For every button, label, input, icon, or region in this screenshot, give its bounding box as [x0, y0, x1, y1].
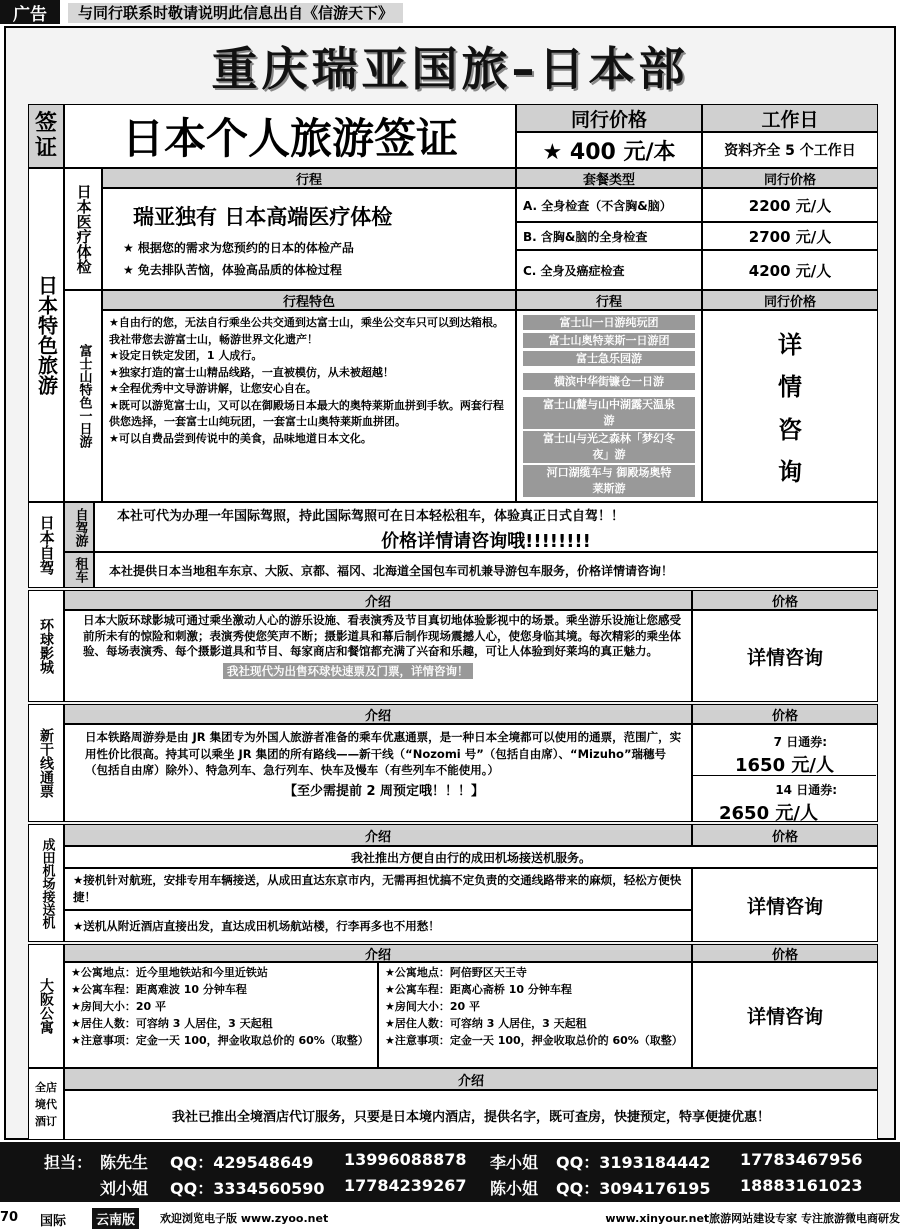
hotel-side-label: 全店境代酒订 [28, 1068, 64, 1140]
narita-price-header: 价格 [692, 824, 878, 846]
usj-content [64, 610, 692, 702]
page-footer [0, 1206, 900, 1230]
medical-bullet: ★ 免去排队苦恼，体验高品质的体检过程 [123, 263, 342, 277]
narita-side-label: 成田机场接送机 [28, 824, 64, 942]
fuji-feature: ★设定日铁定发团，1 人成行。 [109, 349, 263, 362]
medical-package-a: A. 全身检查（不含胸&脑） [516, 188, 702, 222]
jr-pass14-label: 14 日通券: [775, 783, 837, 797]
medical-itinerary-header: 行程 [102, 168, 516, 188]
fuji-price [702, 310, 878, 502]
osaka-price-header: 价格 [692, 944, 878, 962]
contact-name: 陈小姐 [490, 1179, 539, 1198]
medical-package-c: C. 全身及癌症检查 [516, 250, 702, 290]
narita-price: 详情咨询 [692, 868, 878, 942]
medical-bullet: ★ 根据您的需求为您预约的日本的体检产品 [123, 241, 354, 255]
fuji-price-char: 咨 [778, 415, 802, 444]
fuji-price-char: 详 [778, 330, 802, 359]
medical-bullets [103, 231, 515, 281]
contact-label: 担当： [44, 1153, 93, 1172]
fuji-label: 富士山特色一日游 [64, 290, 102, 502]
osaka-apartment-right [378, 962, 692, 1068]
fuji-features-header: 行程特色 [102, 290, 516, 310]
self-drive-price: 价格详情请咨询哦!!!!!!!! [381, 531, 591, 552]
narita-subtitle: 我社推出方便自由行的成田机场接送机服务。 [64, 846, 878, 868]
osaka-detail: ★公寓车程：距离心斋桥 10 分钟车程 [385, 983, 572, 996]
special-side-label: 日本特色旅游 [28, 168, 64, 502]
usj-price: 详情咨询 [692, 610, 878, 702]
usj-note: 我社现代为出售环球快速票及门票，详情咨询！ [223, 663, 473, 679]
jr-prices [692, 724, 878, 822]
fuji-price-char: 询 [778, 458, 802, 487]
fuji-feature: ★全程优秀中文导游讲解，让您安心自在。 [109, 382, 317, 395]
narita-pickup: ★接机针对航班，安排专用车辆接送，从成田直达东京市内，无需再担忧搞不定负责的交通线路带来的麻烦，轻松方便快捷！ [64, 868, 692, 910]
fuji-tour-list [516, 310, 702, 502]
fuji-feature: ★可以自费品尝到传说中的美食，品味地道日本文化。 [109, 431, 372, 445]
fuji-features [102, 310, 516, 502]
contact-name: 刘小姐 [100, 1179, 149, 1198]
osaka-detail: ★房间大小：20 平 [71, 1000, 166, 1013]
visa-workday-header: 工作日 [702, 104, 878, 132]
contact-phone: 13996088878 [344, 1150, 467, 1169]
visa-title: 日本个人旅游签证 [64, 104, 516, 168]
source-note: 与同行联系时敬请说明此信息出自《信游天下》 [68, 3, 403, 23]
contact-qq: QQ：3334560590 [170, 1179, 325, 1198]
self-drive-content [94, 502, 878, 552]
contact-phone: 18883161023 [740, 1176, 863, 1195]
contact-phone: 17784239267 [344, 1176, 467, 1195]
narita-intro-header: 介绍 [64, 824, 692, 846]
page-number: 70 [0, 1210, 19, 1225]
jr-price-header: 价格 [692, 704, 878, 724]
contact-name: 李小姐 [490, 1153, 539, 1172]
usj-text: 日本大阪环球影城可通过乘坐激动人心的游乐设施、看表演秀及节目真切地体验影视中的场景。乘坐游乐设施让您感受前所未有的惊险和刺激；表演秀使您笑声不断；摄影道具和幕后制作现场震撼人心，使您身临其境。每次精彩的乘坐体验、每场表演秀、每个摄影道具和节目、每家商店和餐馆都充满了兴奋和乐趣，可让人体验到好莱坞的真正魅力。 [83, 613, 681, 658]
jr-intro-header: 介绍 [64, 704, 692, 724]
medical-package-header: 套餐类型 [516, 168, 702, 188]
jr-side-label: 新干线通票 [28, 704, 64, 822]
medical-price-c: 4200 元/人 [702, 250, 878, 290]
fuji-itinerary-header: 行程 [516, 290, 702, 310]
fuji-tour-item: 富士急乐园游 [523, 351, 695, 366]
contact-qq: QQ：429548649 [170, 1153, 314, 1172]
self-drive-label: 自驾游 [64, 502, 94, 552]
osaka-intro-header: 介绍 [64, 944, 692, 962]
visa-workday: 资料齐全 5 个工作日 [702, 132, 878, 168]
osaka-detail: ★注意事项：定金一天 100，押金收取总价的 60%（取整） [71, 1034, 369, 1047]
osaka-apartment-left [64, 962, 378, 1068]
jr-note: 【至少需提前 2 周预定哦！！！】 [283, 783, 485, 799]
jr-content [64, 724, 692, 822]
page-title: 重庆瑞亚国旅–日本部 [211, 42, 689, 96]
medical-price-b: 2700 元/人 [702, 222, 878, 250]
fuji-feature: ★自由行的您，无法自行乘坐公共交通到达富士山，乘坐公交车只可以到达箱根。我社带您去游富士山，畅游世界文化遗产！ [109, 316, 504, 346]
fuji-feature: ★既可以游览富士山，又可以在御殿场日本最大的奥特莱斯血拼到手软。两套行程供您选择，一套富士山纯玩团，一套富士山奥特莱斯血拼团。 [109, 398, 504, 428]
hotel-intro-header: 介绍 [64, 1068, 878, 1090]
osaka-detail: ★公寓车程：距离难波 10 分钟车程 [71, 983, 247, 996]
rent-car-text: 本社提供日本当地租车东京、大阪、京都、福冈、北海道全国包车司机兼导游包车服务，价格详情请咨询！ [94, 552, 878, 588]
fuji-tour-item: 河口湖缆车与 御殿场奥特莱斯游 [523, 465, 695, 497]
medical-label: 日本医疗体检 [64, 168, 102, 290]
contact-qq: QQ：3193184442 [556, 1153, 711, 1172]
fuji-tour-item: 富士山一日游纯玩团 [523, 315, 695, 330]
medical-price-header: 同行价格 [702, 168, 878, 188]
jr-pass14-price: 2650 元/人 [719, 803, 818, 824]
osaka-detail: ★公寓地点：阿倍野区天王寺 [385, 966, 527, 979]
contact-qq: QQ：3094176195 [556, 1179, 711, 1198]
usj-side-label: 环球影城 [28, 590, 64, 702]
website-link[interactable]: www.xinyour.net旅游网站建设专家 专注旅游微电商研发 [605, 1212, 900, 1225]
medical-price-a: 2200 元/人 [702, 188, 878, 222]
ad-label: 广告 [0, 0, 60, 24]
rent-car-label: 租车 [64, 552, 94, 588]
fuji-tour-item: 富士山奥特莱斯一日游团 [523, 333, 695, 348]
fuji-feature: ★独家打造的富士山精品线路，一直被模仿，从未被超越！ [109, 365, 394, 379]
fuji-tour-item: 富士山麓与山中湖露天温泉游 [523, 397, 695, 429]
region-edition: 云南版 [92, 1208, 139, 1229]
jr-text: 日本铁路周游券是由 JR 集团专为外国人旅游者准备的乘车优惠通票，是一种日本全境都可以使用的通票，范围广，实用性价比很高。持其可以乘坐 JR 集团的所有路线——新干线（“Nozomi 号”（包括自由席）、“Mizuho”瑞穗号（包括自由席）除外）、特急列车、急行列车、快车及慢车（有些列车不能使用。） [85, 730, 682, 777]
osaka-detail: ★居住人数：可容纳 3 人居住，3 天起租 [385, 1017, 587, 1030]
usj-price-header: 价格 [692, 590, 878, 610]
visa-price: ★ 400 元/本 [516, 132, 702, 168]
medical-package-b: B. 含胸&脑的全身检查 [516, 222, 702, 250]
fuji-tour-item: 横滨中华街镰仓一日游 [523, 373, 695, 390]
jr-pass7-price: 1650 元/人 [735, 755, 834, 776]
self-drive-text: 本社可代为办理一年国际驾照，持此国际驾照可在日本轻松租车，体验真正日式自驾！！ [117, 509, 625, 524]
medical-content [102, 188, 516, 290]
drive-side-label: 日本自驾 [28, 502, 64, 588]
contact-name: 陈先生 [100, 1153, 149, 1172]
contact-footer [0, 1142, 900, 1202]
medical-title: 瑞亚独有 日本高端医疗体检 [133, 205, 393, 229]
jr-pass7-label: 7 日通券: [773, 735, 827, 749]
narita-dropoff: ★送机从附近酒店直接出发，直达成田机场航站楼，行李再多也不用愁！ [64, 910, 692, 942]
fuji-price-header: 同行价格 [702, 290, 878, 310]
fuji-tour-item: 富士山与光之森林「梦幻冬夜」游 [523, 431, 695, 463]
visa-side-label: 签证 [28, 104, 64, 168]
osaka-detail: ★房间大小：20 平 [385, 1000, 480, 1013]
usj-intro-header: 介绍 [64, 590, 692, 610]
osaka-detail: ★注意事项：定金一天 100，押金收取总价的 60%（取整） [385, 1034, 683, 1047]
osaka-detail: ★居住人数：可容纳 3 人居住，3 天起租 [71, 1017, 273, 1030]
hotel-text: 我社已推出全境酒店代订服务，只要是日本境内酒店，提供名字，既可查房，快捷预定，特享便捷优惠！ [64, 1090, 878, 1140]
osaka-side-label: 大阪公寓 [28, 944, 64, 1068]
section-name: 国际 [40, 1214, 67, 1229]
edition-link[interactable]: 欢迎浏览电子版 www.zyoo.net [160, 1212, 329, 1225]
fuji-price-char: 情 [778, 373, 802, 402]
osaka-detail: ★公寓地点：近今里地铁站和今里近铁站 [71, 966, 268, 979]
osaka-price: 详情咨询 [692, 962, 878, 1068]
contact-phone: 17783467956 [740, 1150, 863, 1169]
visa-price-header: 同行价格 [516, 104, 702, 132]
